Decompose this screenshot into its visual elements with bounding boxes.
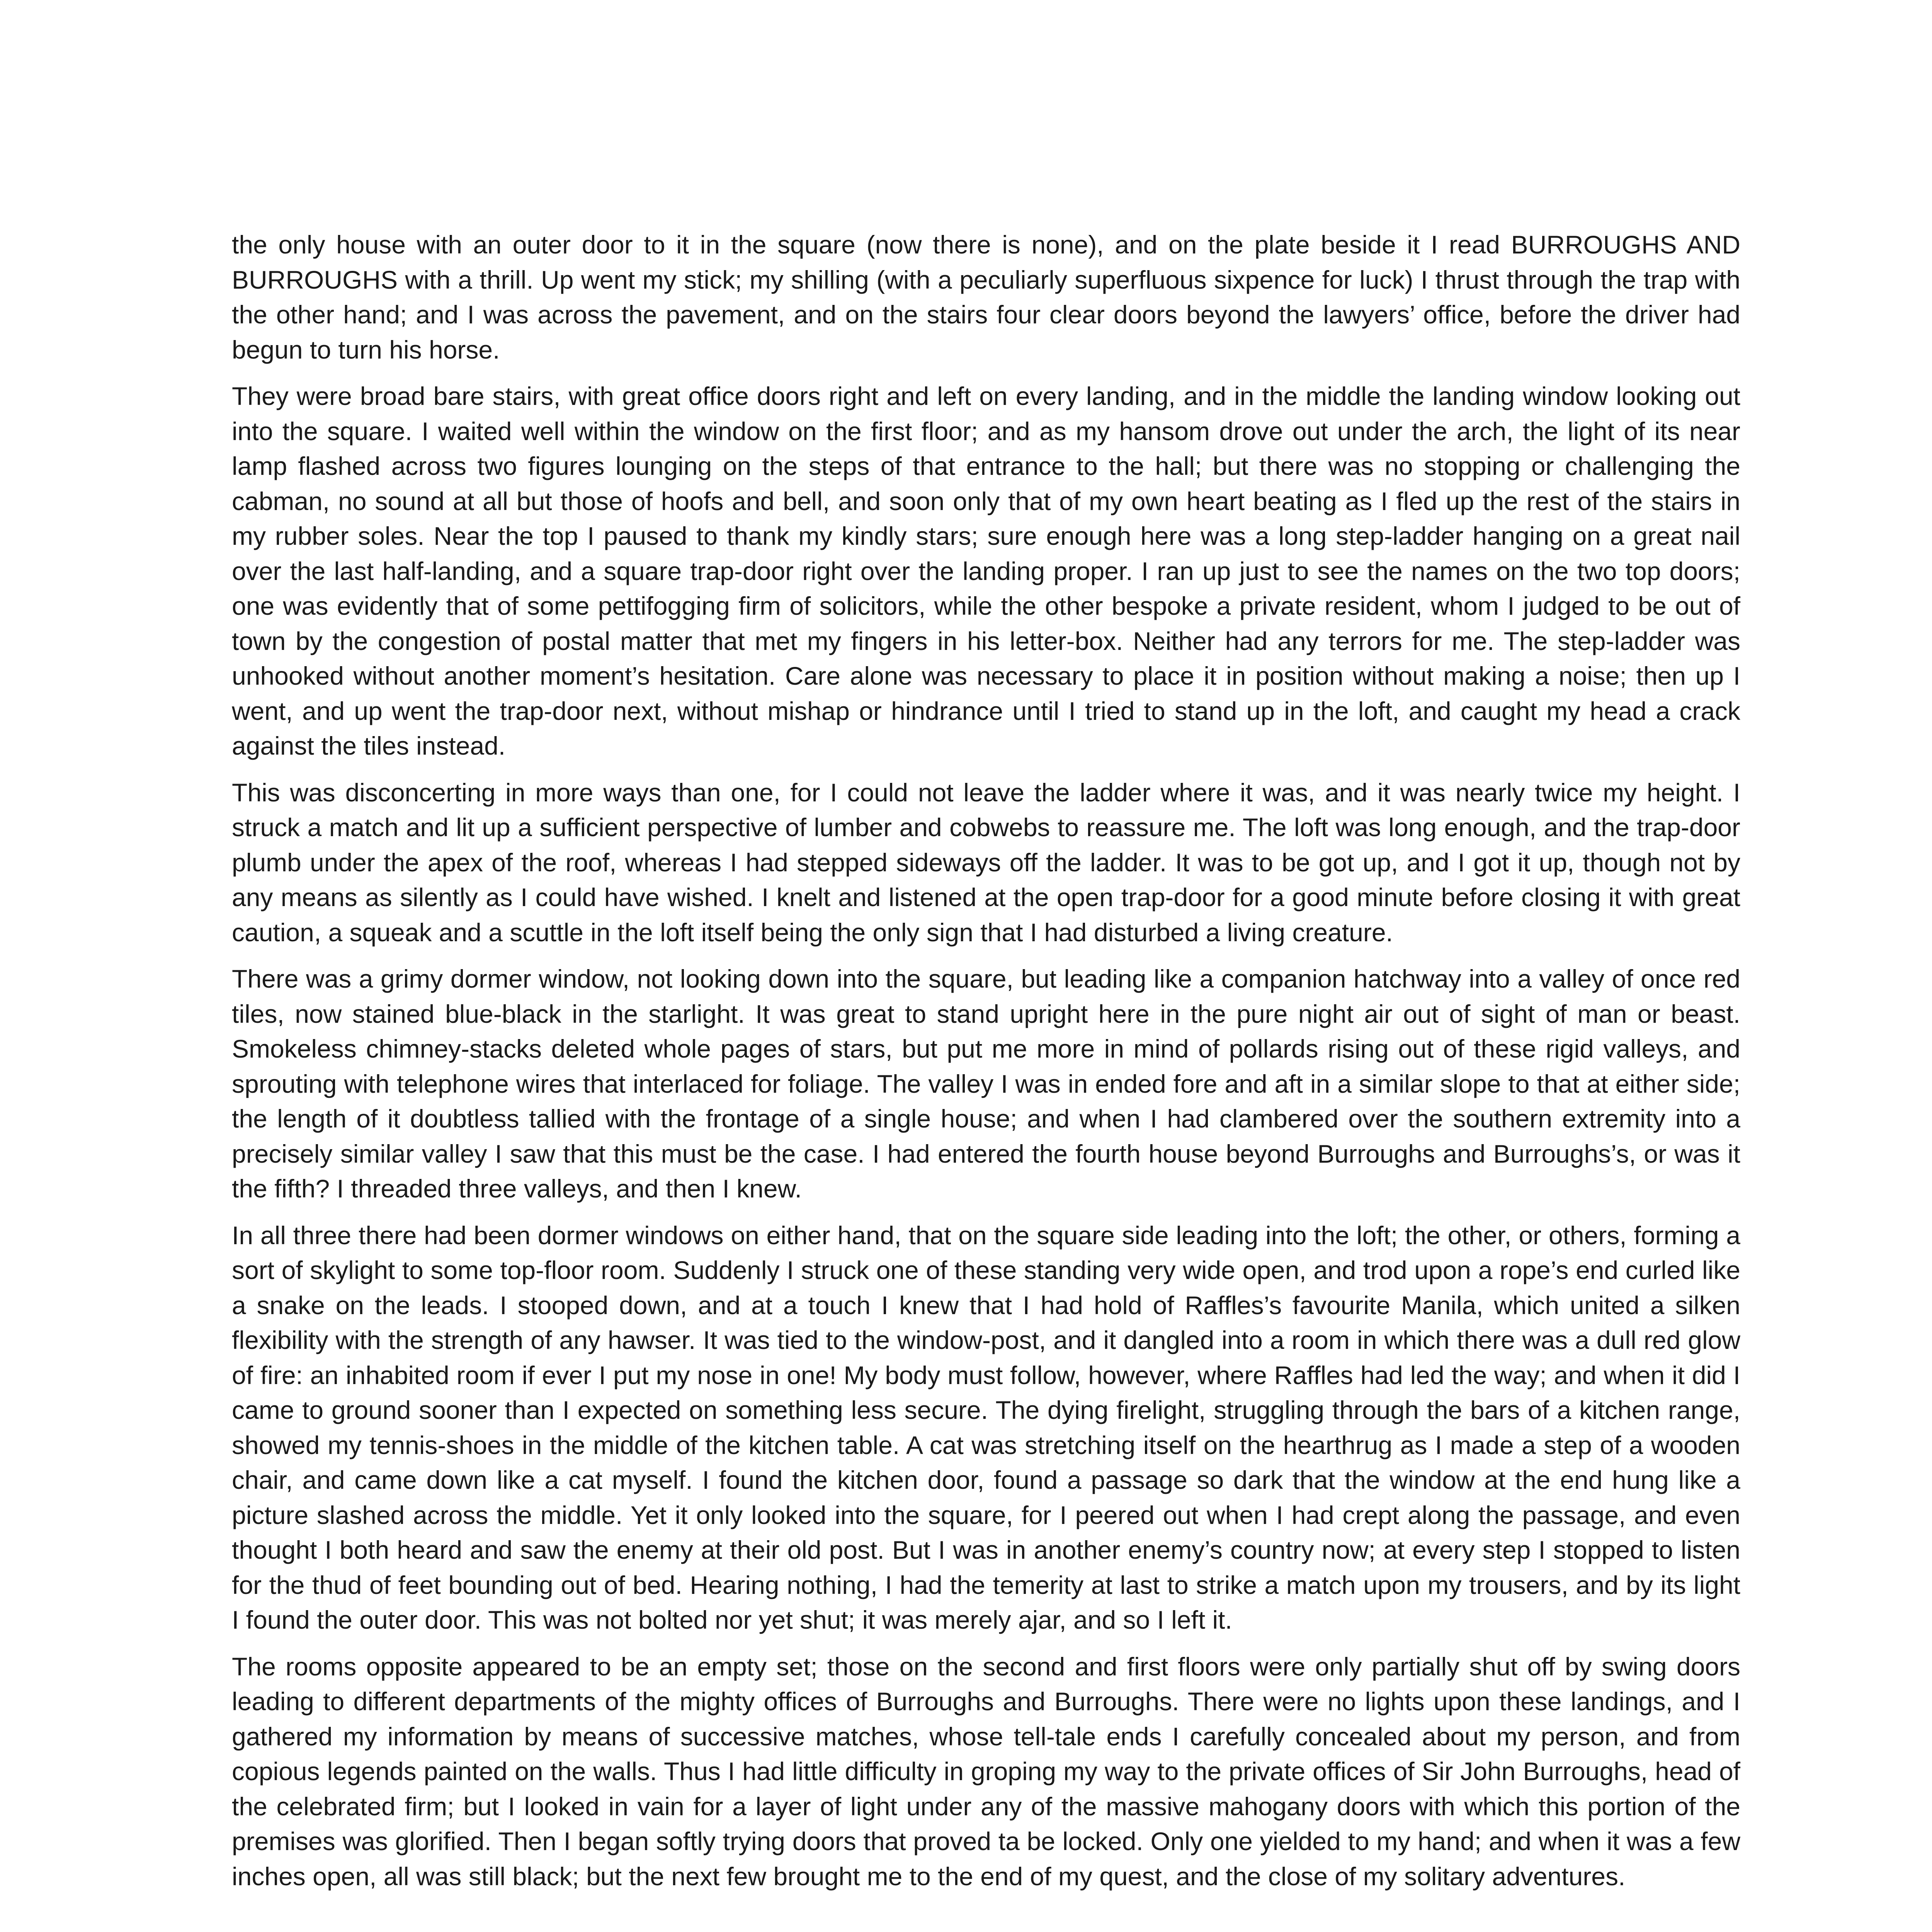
paragraph-2: They were broad bare stairs, with great office doors right and left on every landing, and in the middle the landing window looking out into the square. I waited well within the window on the first floor; and as my hansom drove out under the arch, the light of its near lamp flashed across two figures lounging on the steps of that entrance to the hall; but there was no stopping or challenging the cabman, no sound at all but those of hoofs and bell, and soon only that of my own heart beating as I fled up the rest of the stairs in my rubber soles. Near the top I paused to thank my kindly stars; sure enough here was a long step-ladder hanging on a great nail over the last half-landing, and a square trap-door right over the landing proper. I ran up just to see the names on the two top doors; one was evidently that of some pettifogging firm of solicitors, while the other bespoke a private resident, whom I judged to be out of town by the congestion of postal matter that met my fingers in his letter-box. Neither had any terrors for me. The step-ladder was unhooked without another moment’s hesitation. Care alone was necessary to place it in position without making a noise; then up I went, and up went the trap-door next, without mishap or hindrance until I tried to stand up in the loft, and caught my head a crack against the tiles instead. [232,382,1740,760]
body-text [232,227,1740,1905]
paragraph-1: the only house with an outer door to it in the square (now there is none), and on the plate beside it I read BURROUGHS AND BURROUGHS with a thrill. Up went my stick; my shilling (with a peculiarly superfluous sixpence for luck) I thrust through the trap with the other hand; and I was across the pavement, and on the stairs four clear doors beyond the lawyers’ office, before the driver had begun to turn his horse. [232,230,1740,364]
paragraph-5: In all three there had been dormer windows on either hand, that on the square side leading into the loft; the other, or others, forming a sort of skylight to some top-floor room. Suddenly I struck one of these standing very wide open, and trod upon a rope’s end curled like a snake on the leads. I stooped down, and at a touch I knew that I had hold of Raffles’s favourite Manila, which united a silken flexibility with the strength of any hawser. It was tied to the window-post, and it dangled into a room in which there was a dull red glow of fire: an inhabited room if ever I put my nose in one! My body must follow, however, where Raffles had led the way; and when it did I came to ground sooner than I expected on something less secure. The dying firelight, struggling through the bars of a kitchen range, showed my tennis-shoes in the middle of the kitchen table. A cat was stretching itself on the hearthrug as I made a step of a wooden chair, and came down like a cat myself. I found the kitchen door, found a passage so dark that the window at the end hung like a picture slashed across the middle. Yet it only looked into the square, for I peered out when I had crept along the passage, and even thought I both heard and saw the enemy at their old post. But I was in another enemy’s country now; at every step I stopped to listen for the thud of feet bounding out of bed. Hearing nothing, I had the temerity at last to strike a match upon my trousers, and by its light I found the outer door. This was not bolted nor yet shut; it was merely ajar, and so I left it. [232,1221,1740,1634]
paragraph-3: This was disconcerting in more ways than one, for I could not leave the ladder where it was, and it was nearly twice my height. I struck a match and lit up a sufficient perspective of lumber and cobwebs to reassure me. The loft was long enough, and the trap-door plumb under the apex of the roof, whereas I had stepped sideways off the ladder. It was to be got up, and I got it up, though not by any means as silently as I could have wished. I knelt and listened at the open trap-door for a good minute before closing it with great caution, a squeak and a scuttle in the loft itself being the only sign that I had disturbed a living creature. [232,778,1740,947]
paragraph-4: There was a grimy dormer window, not looking down into the square, but leading like a companion hatchway into a valley of once red tiles, now stained blue-black in the starlight. It was great to stand upright here in the pure night air out of sight of man or beast. Smokeless chimney-stacks deleted whole pages of stars, but put me more in mind of pollards rising out of these rigid valleys, and sprouting with telephone wires that interlaced for foliage. The valley I was in ended fore and aft in a similar slope to that at either side; the length of it doubtless tallied with the frontage of a single house; and when I had clambered over the southern extremity into a precisely similar valley I saw that this must be the case. I had entered the fourth house beyond Burroughs and Burroughs’s, or was it the fifth? I threaded three valleys, and then I knew. [232,964,1740,1203]
paragraph-6: The rooms opposite appeared to be an empty set; those on the second and first floors were only partially shut off by swing doors leading to different departments of the mighty offices of Burroughs and Burroughs. There were no lights upon these landings, and I gathered my information by means of successive matches, whose tell-tale ends I carefully concealed about my person, and from copious legends painted on the walls. Thus I had little difficulty in groping my way to the private offices of Sir John Burroughs, head of the celebrated firm; but I looked in vain for a layer of light under any of the massive mahogany doors with which this portion of the premises was glorified. Then I began softly trying doors that proved ta be locked. Only one yielded to my hand; and when it was a few inches open, all was still black; but the next few brought me to the end of my quest, and the close of my solitary adventures. [232,1652,1740,1891]
